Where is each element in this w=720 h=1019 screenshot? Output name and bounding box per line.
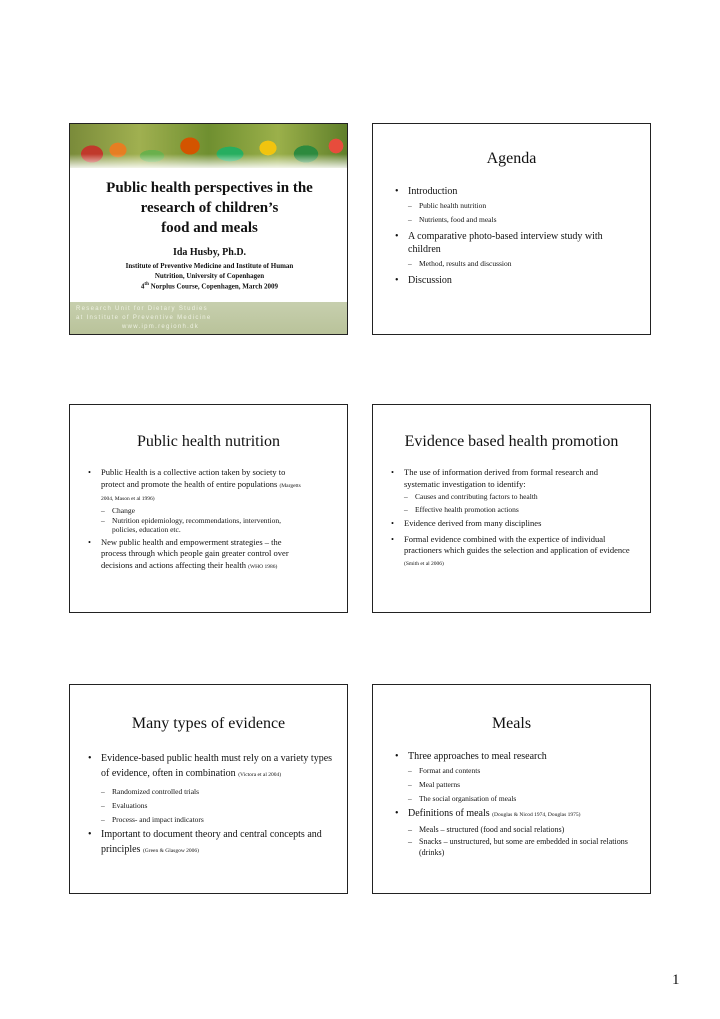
list-item: – Method, results and discussion <box>408 259 635 269</box>
list-item: • A comparative photo-based interview study with children – Method, results and discussion <box>395 230 635 269</box>
slide-title: Many types of evidence <box>131 715 286 732</box>
research-unit-footer: Research Unit for Dietary Studies at Institute of Preventive Medicine www.ipm.regionh.dk <box>70 302 347 334</box>
institution: Institute of Preventive Medicine and Institute of Human Nutrition, University of Copenhagen <box>125 262 294 280</box>
many-types-of-evidence-slide <box>69 684 348 894</box>
page-number: 1 <box>672 972 680 988</box>
public-health-nutrition-slide <box>69 404 348 613</box>
agenda-slide <box>372 123 651 335</box>
list-item: • Important to document theory and central concepts and principles (Green & Glasgow 2006) <box>88 827 333 859</box>
list-item: • Formal evidence combined with the expertice of individual practioners which guides the selection and application of evidence (Smith et al 2006) <box>391 534 633 571</box>
list-item: – Process- and impact indicators <box>101 813 333 827</box>
list-item: – Nutrients, food and meals <box>408 215 635 225</box>
list-item: – Change <box>101 506 308 516</box>
list-item: – Nutrition epidemiology, recommendations, intervention, policies, education etc. <box>101 516 308 534</box>
list-item: – The social organisation of meals <box>408 792 633 806</box>
agenda-list <box>395 185 635 287</box>
list-item: • The use of information derived from formal research and systematic investigation to identify: – Causes and contributing factors to health – Effective health promotion actions <box>391 467 633 515</box>
slide-title: Meals <box>491 715 532 732</box>
presentation-title: Public health perspectives in the research of children’s food and meals <box>106 180 313 236</box>
list-item: • Evidence-based public health must rely on a variety types of evidence, often in combination (Victora et al 2004) – Randomized controlled trials – Evaluations – Process- and impact indicators <box>88 751 333 827</box>
list-item: – Meal patterns <box>408 778 633 792</box>
list-item: • Introduction – Public health nutrition – Nutrients, food and meals <box>395 185 635 225</box>
list-item: • Public Health is a collective action taken by society to protect and promote the health of entire populations (Margetts 2004, Mason et al 1996) – Change – Nutrition epidemiology, recommendations, intervention, policies, education etc. <box>88 467 308 534</box>
list-item: • Evidence derived from many disciplines <box>391 518 633 530</box>
list-item: • Definitions of meals (Douglas & Nicod 1974, Douglas 1975) – Meals – structured (food and social relations) – Snacks – unstructured, but some are embedded in social relations (drinks) <box>395 807 633 858</box>
course-info: 4th Norplus Course, Copenhagen, March 2009 <box>140 282 279 291</box>
evidence-based-health-promotion-slide <box>372 404 651 613</box>
list-item: • New public health and empowerment strategies – the process through which people gain greater control over decisions and actions affecting their health (WHO 1986) <box>88 537 308 574</box>
list-item: – Format and contents <box>408 764 633 778</box>
list-item: – Evaluations <box>101 799 333 813</box>
list-item: – Snacks – unstructured, but some are embedded in social relations (drinks) <box>408 836 633 858</box>
list-item: – Effective health promotion actions <box>404 505 633 515</box>
slide-title: Public health nutrition <box>136 433 281 450</box>
list-item: – Randomized controlled trials <box>101 785 333 799</box>
author-name: Ida Husby, Ph.D. <box>172 247 247 258</box>
list-item: • Discussion <box>395 274 635 287</box>
slide-title: Evidence based health promotion <box>404 433 619 450</box>
list-item: • Three approaches to meal research – Format and contents – Meal patterns – The social organisation of meals <box>395 750 633 806</box>
title-slide <box>69 123 348 335</box>
list-item: – Public health nutrition <box>408 201 635 211</box>
list-item: – Meals – structured (food and social relations) <box>408 824 633 836</box>
meals-slide <box>372 684 651 894</box>
list-item: – Causes and contributing factors to health <box>404 492 633 502</box>
slide-title: Agenda <box>486 150 537 167</box>
